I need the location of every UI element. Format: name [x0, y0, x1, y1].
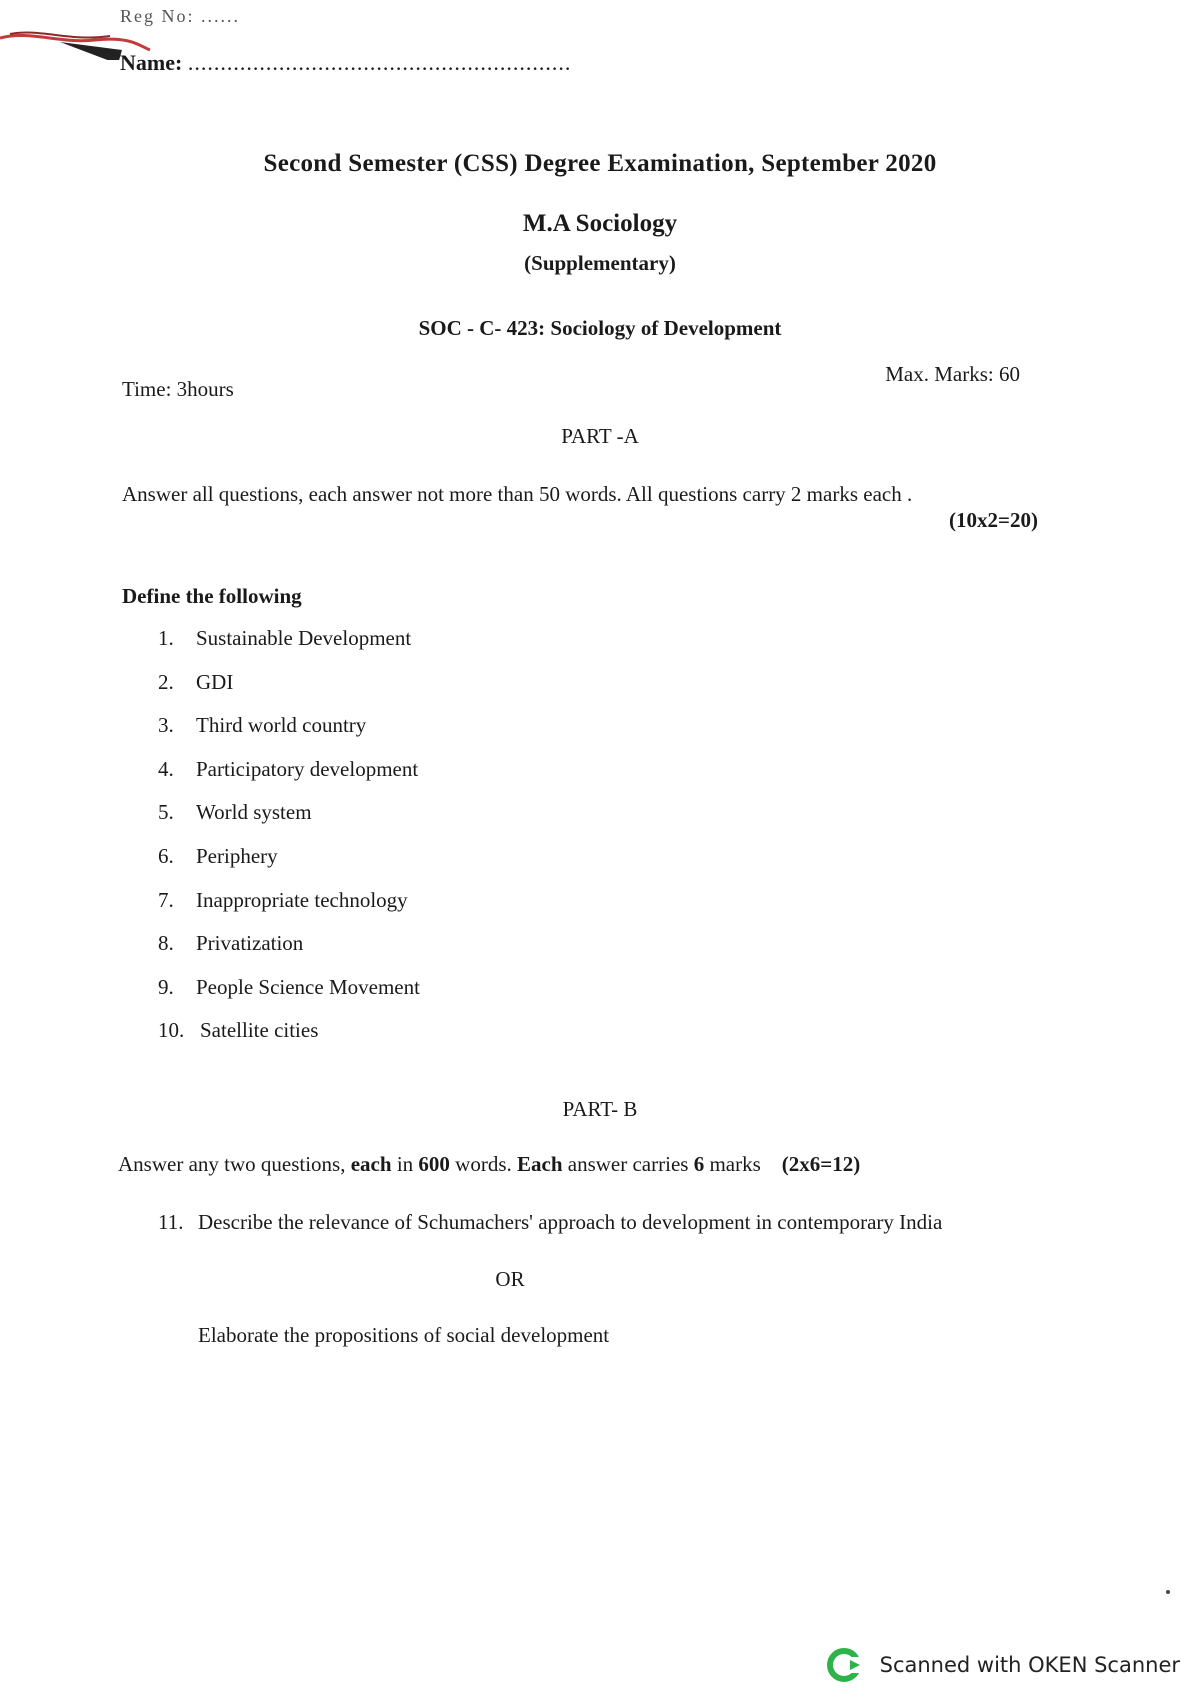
instruction-text: marks: [704, 1152, 761, 1176]
instruction-bold: 6: [693, 1152, 705, 1176]
question-text: Participatory development: [196, 756, 419, 781]
question-11: [158, 1210, 942, 1235]
list-item: [158, 975, 420, 1019]
question-number: 1.: [158, 626, 174, 650]
part-b-instruction: [118, 1152, 860, 1177]
paper-code-title: SOC - C- 423: Sociology of Development: [418, 316, 782, 340]
part-a-heading: PART -A: [561, 424, 639, 448]
name-dotted-line: ...........................................................: [187, 50, 572, 75]
list-item: [158, 800, 420, 844]
question-text: Third world country: [196, 713, 367, 738]
question-text: Periphery: [196, 843, 278, 868]
list-item: [158, 757, 420, 801]
instruction-text: words.: [449, 1152, 517, 1176]
question-number: 4.: [158, 756, 174, 781]
question-text: Describe the relevance of Schumachers' approach to development in contemporary India: [198, 1210, 943, 1234]
question-11-alternative: Elaborate the propositions of social development: [198, 1323, 610, 1347]
question-number: 9.: [158, 974, 174, 999]
part-a-question-list: [158, 626, 420, 1062]
part-b-mark-allocation: (2x6=12): [781, 1152, 861, 1176]
list-item: [158, 1018, 420, 1062]
max-marks-label: Max. Marks: 60: [885, 362, 1020, 386]
oken-scanner-logo-icon: [826, 1645, 866, 1685]
scanner-watermark-text: Scanned with OKEN Scanner: [879, 1653, 1180, 1677]
question-text: Inappropriate technology: [196, 887, 408, 912]
question-number: 2.: [158, 669, 174, 694]
name-field: [120, 50, 571, 76]
question-number: 6.: [158, 843, 174, 868]
question-text: Privatization: [196, 931, 304, 956]
question-number: 5.: [158, 800, 174, 825]
scanner-watermark: [826, 1645, 1180, 1685]
question-text: World system: [196, 800, 312, 825]
question-number: 11.: [158, 1210, 184, 1234]
question-text: Satellite cities: [200, 1018, 319, 1043]
question-text: Sustainable Development: [196, 626, 412, 650]
part-a-mark-allocation: (10x2=20): [949, 508, 1038, 532]
or-separator: OR: [495, 1267, 525, 1291]
time-label: Time: 3hours: [122, 377, 234, 401]
list-item: [158, 931, 420, 975]
list-item: [158, 626, 420, 670]
list-item: [158, 670, 420, 714]
list-item: [158, 888, 420, 932]
exam-title: Second Semester (CSS) Degree Examination, September 2020: [263, 150, 937, 177]
reg-number-label: Reg No: ......: [120, 6, 240, 26]
question-text: People Science Movement: [196, 974, 420, 999]
question-number: 8.: [158, 931, 174, 956]
instruction-text: answer carries: [562, 1152, 694, 1176]
instruction-text: Answer any two questions,: [118, 1152, 351, 1176]
define-heading: Define the following: [122, 584, 302, 608]
question-number: 7.: [158, 887, 174, 912]
part-b-heading: PART- B: [562, 1097, 638, 1121]
part-a-instruction: Answer all questions, each answer not more than 50 words. All questions carry 2 marks each .: [122, 482, 913, 506]
list-item: [158, 713, 420, 757]
supplementary-label: (Supplementary): [524, 251, 676, 275]
question-text: GDI: [196, 669, 234, 694]
instruction-bold: Each: [517, 1152, 563, 1176]
instruction-text: in: [391, 1152, 419, 1176]
instruction-bold: 600: [418, 1152, 450, 1176]
instruction-bold: each: [350, 1152, 392, 1176]
name-label: Name:: [120, 50, 183, 75]
list-item: [158, 844, 420, 888]
speck: [1166, 1590, 1170, 1594]
question-number: 3.: [158, 713, 174, 738]
subject-title: M.A Sociology: [522, 210, 678, 237]
question-number: 10.: [158, 1018, 185, 1043]
